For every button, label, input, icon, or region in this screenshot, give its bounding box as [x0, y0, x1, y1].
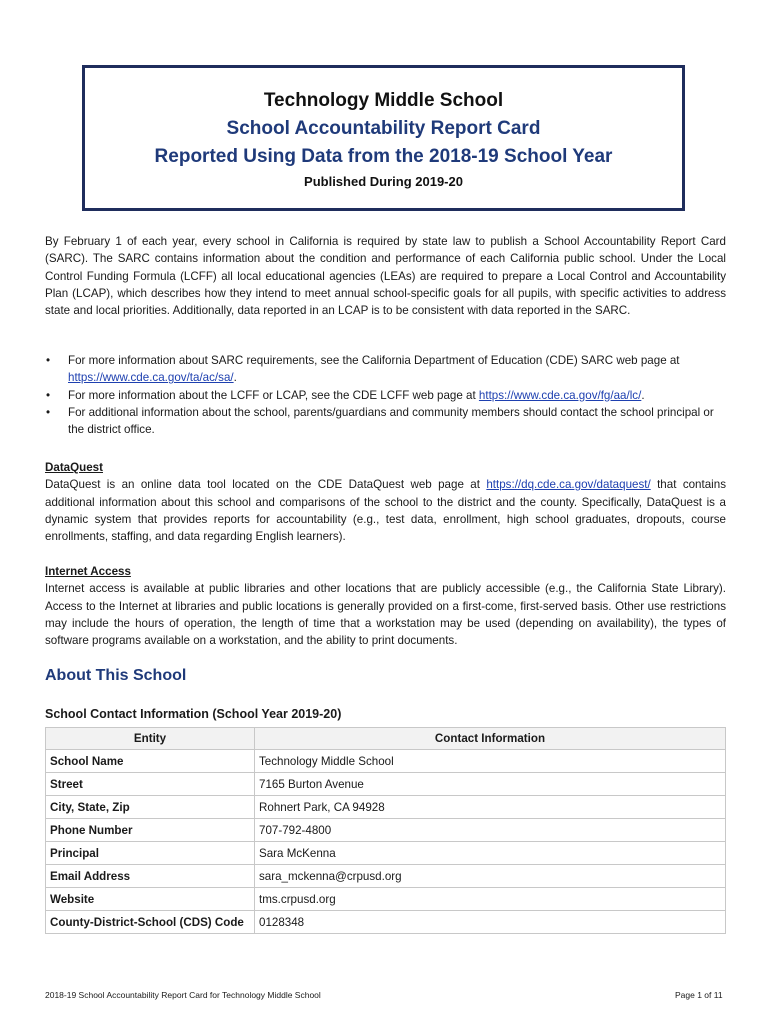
bullet-text: For more information about SARC requirements, see the California Department of Education (CDE) SARC web page at [68, 354, 680, 367]
bullet-end: . [233, 371, 237, 385]
internet-text: Internet access is available at public libraries and other locations that are publicly accessible (e.g., the California State Library). Access to the Internet at libraries and public locations is generally provided on a first-come, first-served basis. Other use restrictions may include the hours of operation, the length of time that a workstation may be used (depending on availability), the types of software programs available on a workstation, and the ability to print documents. [45, 582, 726, 648]
table-row [46, 773, 726, 796]
table-row [46, 750, 726, 773]
row-label: School Name [46, 750, 255, 773]
table-row [46, 911, 726, 934]
published-subtitle: Published During 2019-20 [304, 174, 463, 189]
table-row [46, 888, 726, 911]
bullet-dot: • [46, 354, 51, 367]
row-label: Website [46, 888, 255, 911]
contact-table-title: School Contact Information (School Year 2019-20) [45, 707, 342, 721]
school-title: Technology Middle School [263, 90, 504, 111]
sarc-link[interactable]: https://www.cde.ca.gov/ta/ac/sa/ [68, 371, 234, 385]
dataquest-section [45, 459, 726, 545]
row-label: Street [46, 773, 255, 796]
row-label: Principal [46, 842, 255, 865]
contact-info-table [45, 727, 726, 934]
table-header-row [46, 728, 726, 750]
reported-year-title: Reported Using Data from the 2018-19 School Year [154, 146, 613, 167]
bullet-text: For more information about the LCFF or LCAP, see the CDE LCFF web page at [68, 388, 479, 402]
row-value: 707-792-4800 [255, 819, 726, 842]
row-value: 0128348 [255, 911, 726, 934]
bullet-text: For additional information about the school, parents/guardians and community members should contact the school principal or the district office. [68, 405, 714, 437]
page-number: Page 1 of 11 [675, 990, 723, 1000]
internet-section [45, 563, 726, 649]
info-bullet-list [45, 352, 726, 438]
dataquest-link[interactable]: https://dq.cde.ca.gov/dataquest/ [486, 478, 651, 492]
table-row [46, 796, 726, 819]
bullet-dot: • [46, 388, 51, 402]
dataquest-heading: DataQuest [45, 461, 103, 474]
entity-column-header: Entity [46, 728, 255, 750]
bullet-item-lcff [45, 387, 726, 404]
intro-paragraph: By February 1 of each year, every school in California is required by state law to publish a School Accountability Report Card (SARC). The SARC contains information about the condition and performance of each California public school. Under the Local Control Funding Formula (LCFF) all local educational agencies (LEAs) are required to prepare a Local Control and Accountability Plan (LCAP), which describes how they intend to meet annual school-specific goals for all pupils, with specific activities to address state and local priorities. Additionally, data reported in an LCAP is to be consistent with data reported in the SARC. [45, 235, 726, 318]
row-value: sara_mckenna@crpusd.org [255, 865, 726, 888]
row-label: City, State, Zip [46, 796, 255, 819]
bullet-dot: • [46, 405, 51, 419]
dataquest-text-b: that contains additional information about this school and comparisons of the school to the district and the county. Specifically, DataQuest is a dynamic system that provides reports for accountability (e.g., test data, enrollment, high school graduates, dropouts, course enrollments, staffing, and data regarding English learners). [45, 478, 726, 544]
row-label: County-District-School (CDS) Code [46, 911, 255, 934]
dataquest-text-a: DataQuest is an online data tool located on the CDE DataQuest web page at [45, 478, 487, 492]
contact-column-header: Contact Information [255, 728, 726, 750]
row-value: 7165 Burton Avenue [255, 773, 726, 796]
bullet-item-contact [45, 404, 726, 439]
lcff-link[interactable]: https://www.cde.ca.gov/fg/aa/lc/ [478, 388, 642, 402]
report-title: School Accountability Report Card [226, 118, 541, 139]
title-box [82, 65, 685, 211]
row-label: Email Address [46, 865, 255, 888]
table-row [46, 865, 726, 888]
bullet-item-sarc [45, 352, 726, 387]
bullet-end: . [641, 388, 645, 402]
internet-heading: Internet Access [45, 565, 131, 578]
row-value: Rohnert Park, CA 94928 [255, 796, 726, 819]
footer-title: 2018-19 School Accountability Report Card for Technology Middle School [45, 990, 321, 1000]
row-label: Phone Number [46, 819, 255, 842]
row-value: Sara McKenna [255, 842, 726, 865]
about-school-heading: About This School [45, 667, 187, 684]
row-value: tms.crpusd.org [255, 888, 726, 911]
table-row [46, 842, 726, 865]
row-value: Technology Middle School [255, 750, 726, 773]
table-row [46, 819, 726, 842]
